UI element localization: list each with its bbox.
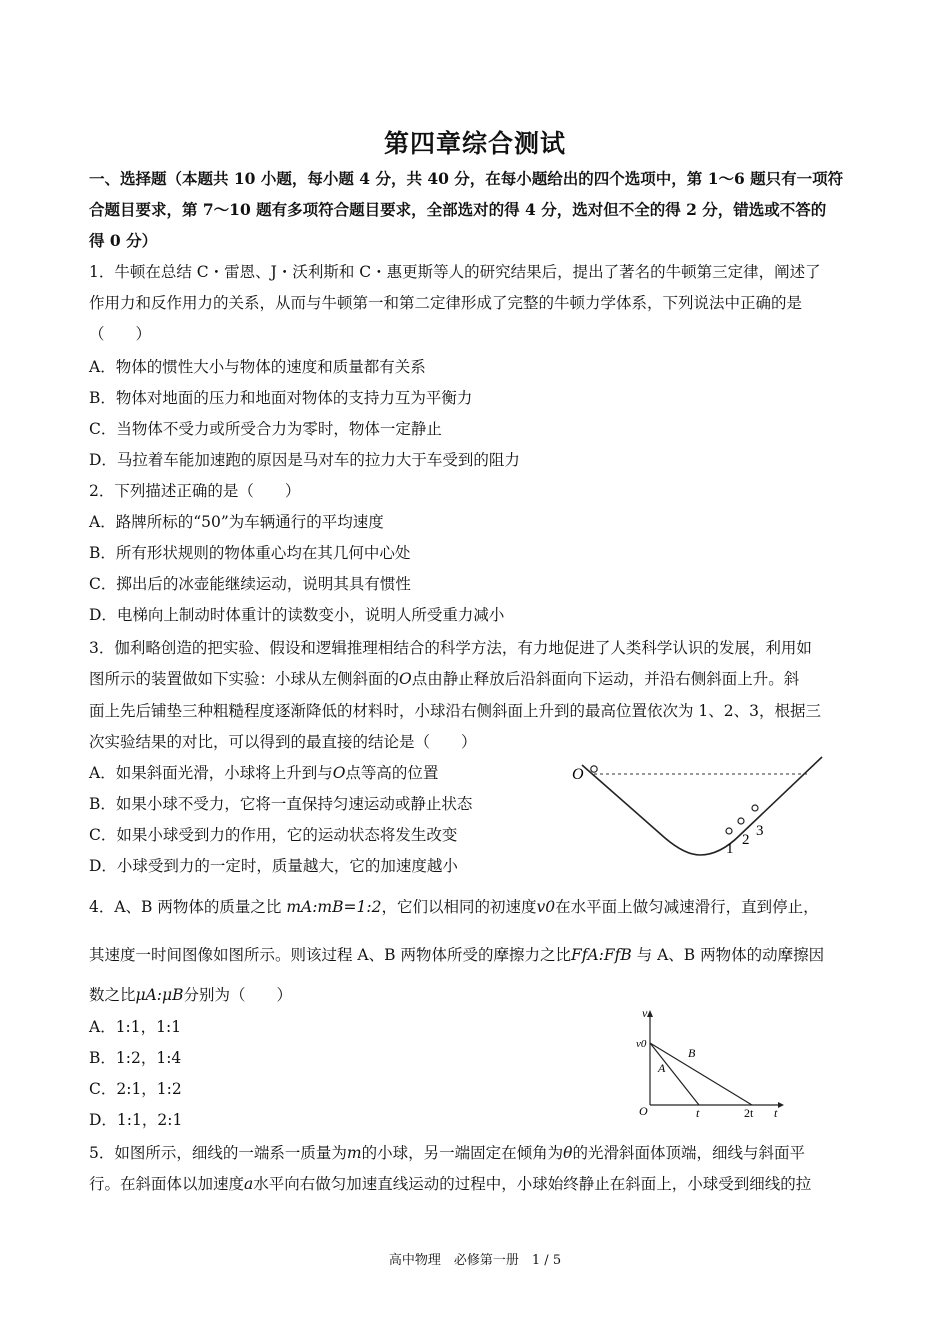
question-2-option-a: A．路牌所标的“50”为车辆通行的平均速度: [89, 513, 384, 531]
section-instructions-line-1: 一、选择题（本题共 10 小题，每小题 4 分，共 40 分，在每小题给出的四个选项中，第 1～6 题只有一项符: [89, 169, 844, 188]
question-2-stem: 2．下列描述正确的是（ ）: [89, 482, 301, 500]
tick-t-label: t: [696, 1106, 700, 1120]
question-4-stem-line-3: 数之比μA:μB分别为（ ）: [89, 986, 292, 1004]
section-instructions-line-2: 合题目要求，第 7～10 题有多项符合题目要求，全部选对的得 4 分，选对但不全的得 2 分，错选或不答的: [89, 200, 827, 219]
question-2-option-c: C．掷出后的冰壶能继续运动，说明其具有惯性: [89, 575, 411, 593]
velocity-time-graph: [636, 1005, 786, 1120]
question-1-stem-line-2: 作用力和反作用力的关系，从而与牛顿第一和第二定律形成了完整的牛顿力学体系，下列说法中正确的是: [89, 294, 803, 312]
question-3-stem-line-3: 面上先后铺垫三种粗糙程度逐渐降低的材料时，小球沿右侧斜面上升到的最高位置依次为 1、2、3，根据三: [89, 702, 822, 720]
section-instructions-line-3: 得 0 分）: [89, 231, 158, 250]
galileo-incline-figure: [560, 735, 860, 870]
question-1-option-d: D．马拉着车能加速跑的原因是马对车的拉力大于车受到的阻力: [89, 451, 520, 469]
question-4-option-a: A．1:1，1:1: [89, 1018, 182, 1036]
question-4-option-d: D．1:1，2:1: [89, 1111, 183, 1129]
question-3-option-a: A．如果斜面光滑，小球将上升到与O点等高的位置: [89, 764, 439, 782]
v-axis-label: v: [642, 1006, 648, 1020]
point-1-label: 1: [726, 841, 734, 857]
question-1-stem-line-1: 1．牛顿在总结 C・雷恩、J・沃利斯和 C・惠更斯等人的研究结果后，提出了著名的牛顿第三定律，阐述了: [89, 263, 821, 281]
question-2-option-d: D．电梯向上制动时体重计的读数变小，说明人所受重力减小: [89, 606, 505, 624]
question-3-stem-line-4: 次实验结果的对比，可以得到的最直接的结论是（ ）: [89, 733, 477, 751]
question-4-stem-line-2: 其速度一时间图像如图所示。则该过程 A、B 两物体所受的摩擦力之比FfA:FfB 与 A、B 两物体的动摩擦因: [89, 946, 825, 964]
mass-ratio: mA:mB=1:2: [286, 898, 382, 916]
question-4-stem-line-1: 4．A、B 两物体的质量之比 mA:mB=1:2，它们以相同的初速度v0在水平面上做匀减速滑行，直到停止，: [89, 898, 819, 916]
question-4-option-c: C．2:1，1:2: [89, 1080, 182, 1098]
question-3-option-d: D．小球受到力的一定时，质量越大，它的加速度越小: [89, 857, 458, 875]
question-3-stem-line-2: 图所示的装置做如下实验：小球从左侧斜面的O点由静止释放后沿斜面向下运动，并沿右侧斜面上升。斜: [89, 670, 800, 688]
page-footer: 高中物理 必修第一册 1 / 5: [388, 1253, 562, 1268]
tick-2t-label: 2t: [744, 1106, 754, 1120]
page-title: 第四章综合测试: [383, 129, 566, 158]
question-1-stem-line-3: （ ）: [89, 325, 152, 343]
line-b-label: B: [688, 1046, 696, 1060]
question-5-stem-line-2: 行。在斜面体以加速度a水平向右做匀加速直线运动的过程中，小球始终静止在斜面上，小球受到细线的拉: [89, 1175, 812, 1193]
question-4-option-b: B．1:2，1:4: [89, 1049, 182, 1067]
friction-ratio: FfA:FfB: [570, 946, 632, 964]
question-1-option-a: A．物体的惯性大小与物体的速度和质量都有关系: [89, 358, 426, 376]
question-1-option-b: B．物体对地面的压力和地面对物体的支持力互为平衡力: [89, 389, 473, 407]
question-2-option-b: B．所有形状规则的物体重心均在其几何中心处: [89, 544, 411, 562]
question-3-option-c: C．如果小球受到力的作用，它的运动状态将发生改变: [89, 826, 458, 844]
question-3-option-b: B．如果小球不受力，它将一直保持匀速运动或静止状态: [89, 795, 473, 813]
t-axis-label: t: [774, 1106, 778, 1120]
question-1-option-c: C．当物体不受力或所受合力为零时，物体一定静止: [89, 420, 442, 438]
question-3-stem-line-1: 3．伽利略创造的把实验、假设和逻辑推理相结合的科学方法，有力地促进了人类科学认识的发展，利用如: [89, 639, 812, 657]
point-o-label: O: [572, 766, 584, 783]
initial-velocity: v0: [536, 898, 556, 916]
mu-ratio: μA:μB: [135, 986, 184, 1004]
point-2-label: 2: [742, 832, 750, 848]
origin-label: O: [639, 1104, 648, 1118]
point-3-label: 3: [756, 823, 764, 839]
line-a-label: A: [658, 1061, 666, 1075]
v0-label: v0: [636, 1038, 647, 1050]
question-5-stem-line-1: 5．如图所示，细线的一端系一质量为m的小球，另一端固定在倾角为θ的光滑斜面体顶端，细线与斜面平: [89, 1144, 805, 1162]
